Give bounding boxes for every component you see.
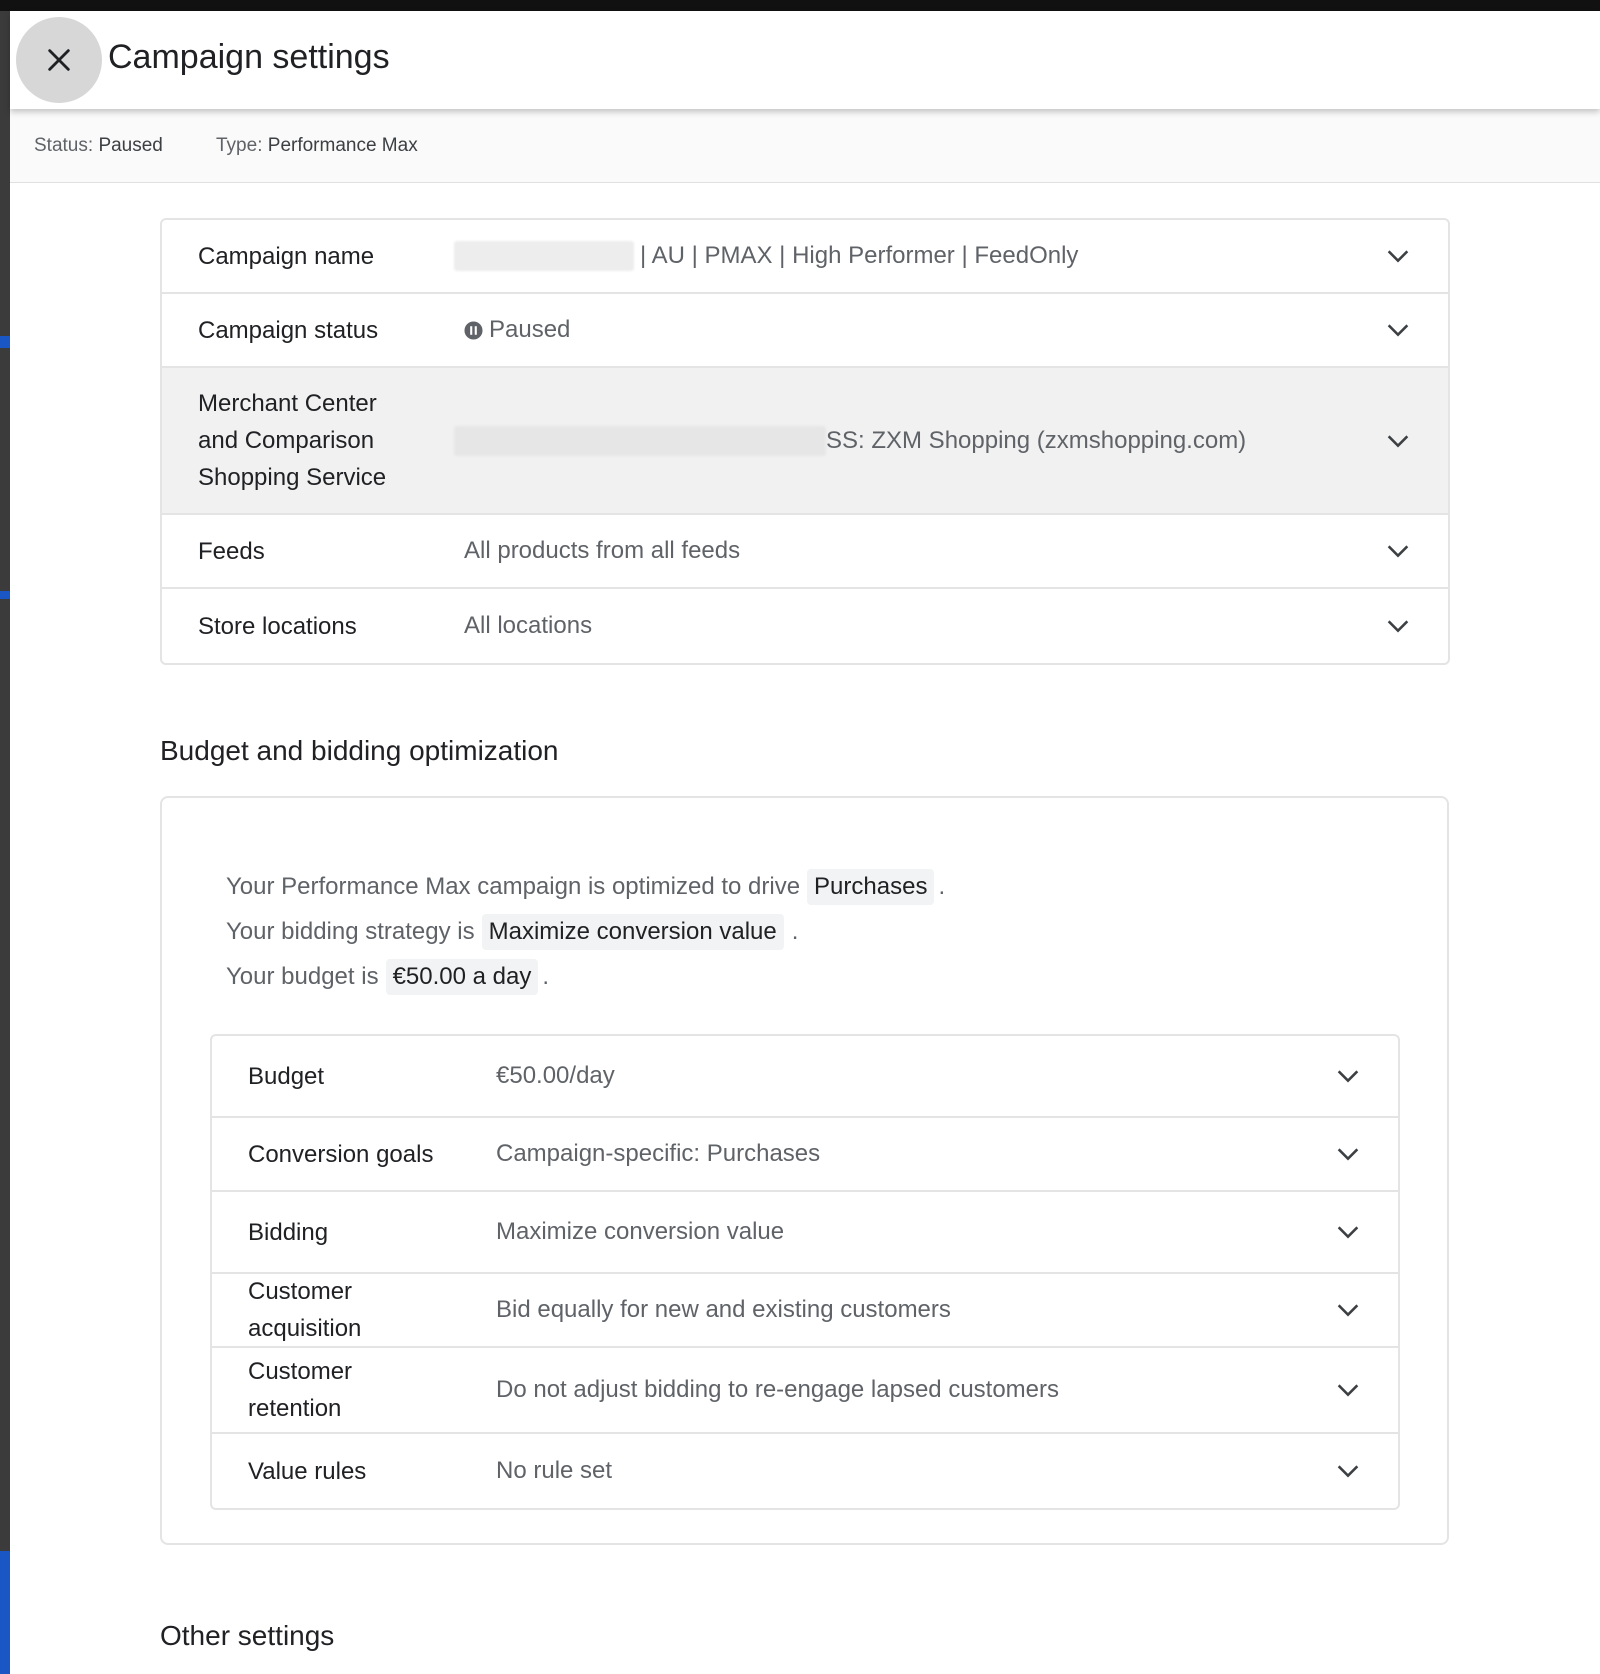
setting-row-customer-retention[interactable] <box>212 1348 1398 1434</box>
setting-row-store-locations[interactable] <box>162 589 1448 663</box>
chevron-down-icon <box>1384 612 1412 640</box>
setting-label: Campaign status <box>198 316 379 344</box>
setting-label: Feeds <box>198 537 265 565</box>
label-line: retention <box>248 1395 342 1422</box>
chevron-down-icon <box>1384 242 1412 270</box>
setting-row-merchant-center[interactable] <box>162 368 1448 515</box>
chevron-down-icon <box>1334 1376 1362 1404</box>
summary-line-budget <box>226 959 549 995</box>
setting-row-budget[interactable] <box>212 1036 1398 1118</box>
close-icon <box>45 46 73 74</box>
type-meta <box>216 135 418 157</box>
summary-text: Your budget is <box>226 963 379 990</box>
chevron-down-icon <box>1334 1218 1362 1246</box>
setting-value <box>464 316 570 344</box>
setting-value: Campaign-specific: Purchases <box>496 1140 821 1167</box>
setting-row-bidding[interactable] <box>212 1192 1398 1274</box>
section-title-budget: Budget and bidding optimization <box>160 735 559 766</box>
label-line: acquisition <box>248 1315 362 1342</box>
background-accent-mark <box>0 591 10 599</box>
setting-label: Budget <box>248 1062 325 1090</box>
setting-row-feeds[interactable] <box>162 515 1448 589</box>
setting-row-campaign-name[interactable] <box>162 220 1448 294</box>
background-accent-mark <box>0 336 10 348</box>
chevron-down-icon <box>1384 427 1412 455</box>
setting-value: No rule set <box>496 1457 613 1484</box>
type-meta-label: Type: <box>216 135 263 156</box>
summary-text: Your Performance Max campaign is optimized to drive <box>226 873 801 900</box>
setting-label: Bidding <box>248 1218 329 1246</box>
pause-status-icon <box>464 321 483 340</box>
bidding-chip[interactable]: Maximize conversion value <box>482 914 784 950</box>
label-line: Merchant Center <box>198 390 377 417</box>
summary-line-bidding <box>226 914 798 950</box>
status-meta <box>34 135 163 157</box>
page-title: Campaign settings <box>108 38 390 76</box>
setting-row-conversion-goals[interactable] <box>212 1118 1398 1192</box>
setting-value: All products from all feeds <box>464 537 741 564</box>
setting-value: Maximize conversion value <box>496 1218 785 1245</box>
goal-chip[interactable]: Purchases <box>807 869 934 905</box>
label-line: Shopping Service <box>198 464 387 491</box>
setting-label: Store locations <box>198 612 357 640</box>
status-meta-label: Status: <box>34 135 94 156</box>
merchant-value: SS: ZXM Shopping (zxmshopping.com) <box>826 426 1247 454</box>
setting-label <box>198 385 386 496</box>
chevron-down-icon <box>1384 537 1412 565</box>
section-title-other: Other settings <box>160 1620 335 1651</box>
summary-line-goal <box>226 869 945 905</box>
chevron-down-icon <box>1384 316 1412 344</box>
campaign-meta-bar <box>10 109 1600 183</box>
setting-label: Conversion goals <box>248 1140 434 1168</box>
setting-row-campaign-status[interactable] <box>162 294 1448 368</box>
dialog-header <box>10 11 1600 109</box>
setting-value <box>464 426 1246 456</box>
summary-text: Your bidding strategy is <box>226 918 475 945</box>
setting-label: Campaign name <box>198 242 375 270</box>
summary-period: . <box>542 963 550 990</box>
setting-row-customer-acquisition[interactable] <box>212 1274 1398 1348</box>
background-accent-mark <box>0 1551 10 1674</box>
redacted-text <box>454 241 634 271</box>
setting-row-value-rules[interactable] <box>212 1434 1398 1508</box>
campaign-settings-card <box>160 218 1450 665</box>
setting-value <box>464 241 1078 271</box>
chevron-down-icon <box>1334 1296 1362 1324</box>
budget-settings-list <box>210 1034 1400 1510</box>
window-top-bar <box>0 0 1600 11</box>
chevron-down-icon <box>1334 1457 1362 1485</box>
summary-period: . <box>938 873 946 900</box>
setting-label: Value rules <box>248 1457 367 1485</box>
chevron-down-icon <box>1334 1140 1362 1168</box>
close-button[interactable] <box>16 17 102 103</box>
redacted-text <box>454 426 826 456</box>
setting-value: €50.00/day <box>496 1062 615 1089</box>
setting-label <box>248 1353 352 1427</box>
budget-bidding-card <box>160 796 1449 1545</box>
setting-label <box>248 1273 361 1347</box>
type-meta-value: Performance Max <box>267 135 418 156</box>
status-meta-value: Paused <box>98 135 163 156</box>
chevron-down-icon <box>1334 1062 1362 1090</box>
setting-value: Do not adjust bidding to re-engage lapsed customers <box>496 1376 1060 1403</box>
label-line: Customer <box>248 1358 353 1385</box>
campaign-status-value: Paused <box>489 316 571 343</box>
label-line: Customer <box>248 1278 353 1305</box>
setting-value: All locations <box>464 612 593 639</box>
setting-value: Bid equally for new and existing customers <box>496 1296 951 1323</box>
label-line: and Comparison <box>198 427 375 454</box>
background-app-strip <box>0 11 10 1674</box>
summary-period: . <box>791 918 799 945</box>
campaign-name-value: | AU | PMAX | High Performer | FeedOnly <box>640 242 1079 269</box>
budget-chip[interactable]: €50.00 a day <box>386 959 539 995</box>
